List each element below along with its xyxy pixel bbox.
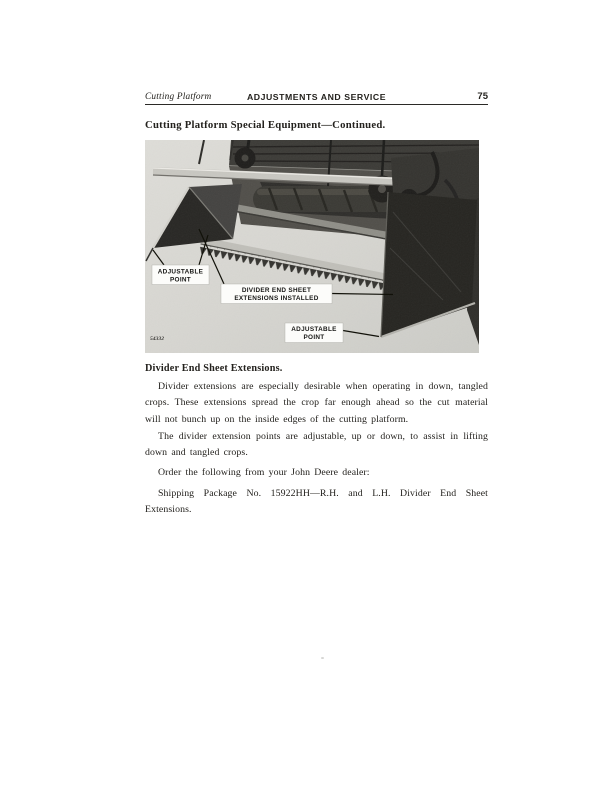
callout-label: ADJUSTABLE xyxy=(291,326,337,333)
paragraph: Divider extensions are especially desirable when operating in down, tangled crops. These extensions spread the crop far enough ahead so the cut material will not bunch up on the inside edges of the cutting platform. xyxy=(145,381,488,425)
paragraph: Order the following from your John Deere dealer: xyxy=(158,467,370,479)
page-number: 75 xyxy=(477,91,488,102)
callout-label: POINT xyxy=(303,334,325,341)
equipment-photo-figure xyxy=(145,140,479,353)
photo-id: 54332 xyxy=(150,336,164,342)
callout-label: ADJUSTABLE xyxy=(157,268,204,276)
scan-artifact xyxy=(321,657,324,659)
page-title: Cutting Platform Special Equipment—Continued. xyxy=(145,119,386,131)
callout-divider-extensions xyxy=(221,284,332,304)
callout-label: POINT xyxy=(169,276,192,284)
section-heading: Divider End Sheet Extensions. xyxy=(145,363,283,374)
callout-adjustable-point-lower xyxy=(285,323,343,343)
paragraph: The divider extension points are adjustable, up or down, to assist in lifting down and tangled crops. xyxy=(145,430,488,459)
running-head xyxy=(145,91,488,103)
header-rule xyxy=(145,104,488,106)
callout-label: EXTENSIONS INSTALLED xyxy=(234,295,319,302)
equipment-photo xyxy=(145,140,479,353)
running-head-title: ADJUSTMENTS AND SERVICE xyxy=(246,92,387,102)
running-head-section: Cutting Platform xyxy=(145,92,212,102)
callout-label: DIVIDER END SHEET xyxy=(241,287,312,294)
paragraph: Shipping Package No. 15922HH—R.H. and L.H. Divider End Sheet Extensions. xyxy=(145,487,488,516)
body-copy xyxy=(145,379,488,522)
callout-adjustable-point-upper xyxy=(152,265,209,285)
